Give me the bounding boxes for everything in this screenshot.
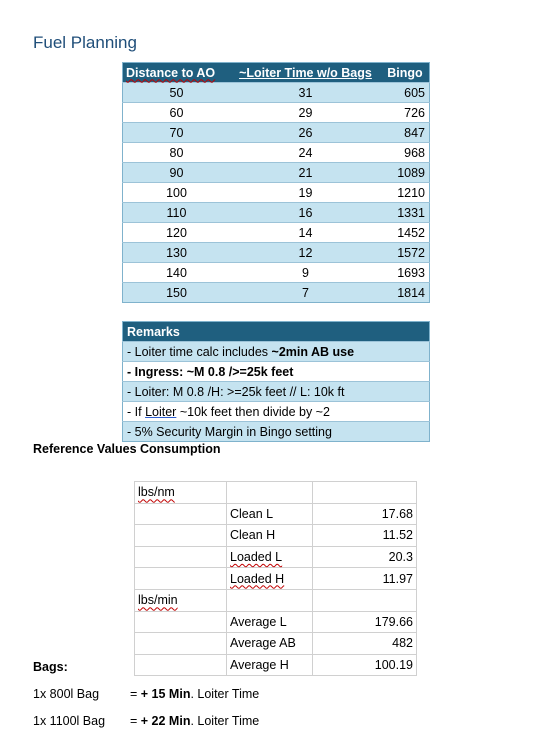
fuel-planning-table	[122, 62, 430, 303]
table-row	[123, 123, 430, 143]
list-item: - 5% Security Margin in Bingo setting	[123, 422, 430, 442]
table-cell: 26	[230, 123, 381, 143]
header-bingo: Bingo	[381, 63, 430, 83]
table-row: Average AB 482	[135, 633, 417, 655]
bag-row: 1x 800l Bag = + 15 Min. Loiter Time	[33, 687, 260, 701]
table-cell: 120	[123, 223, 231, 243]
list-item: - Ingress: ~M 0.8 />=25k feet	[123, 362, 430, 382]
list-item: - Loiter: M 0.8 /H: >=25k feet // L: 10k ft	[123, 382, 430, 402]
table-cell: 29	[230, 103, 381, 123]
table-cell: 60	[123, 103, 231, 123]
table-cell: 605	[381, 83, 430, 103]
table-row	[135, 589, 417, 611]
table-cell: 90	[123, 163, 231, 183]
bags-title: Bags:	[33, 660, 68, 674]
table-cell: 7	[230, 283, 381, 303]
table-row	[123, 243, 430, 263]
page-title: Fuel Planning	[33, 33, 137, 52]
table-row	[123, 263, 430, 283]
table-row	[123, 83, 430, 103]
loiter-word: Loiter	[145, 404, 177, 419]
table-cell: 110	[123, 203, 231, 223]
table-row	[123, 183, 430, 203]
table-cell: 1693	[381, 263, 430, 283]
header-loiter: ~Loiter Time w/o Bags	[230, 63, 381, 83]
remarks-header: Remarks	[123, 322, 430, 342]
table-cell: 31	[230, 83, 381, 103]
table-row: Clean H 11.52	[135, 525, 417, 547]
table-row	[123, 143, 430, 163]
table-cell: 1331	[381, 203, 430, 223]
table-cell: 50	[123, 83, 231, 103]
table-row: Loaded H 11.97	[135, 568, 417, 590]
table-header-row	[123, 63, 430, 83]
table-cell: 1210	[381, 183, 430, 203]
reference-values-table	[134, 481, 417, 676]
table-cell: 9	[230, 263, 381, 283]
unit-lbs-min: lbs/min	[138, 593, 178, 608]
list-item: - Loiter time calc includes ~2min AB use	[123, 342, 430, 362]
table-row	[135, 482, 417, 504]
table-cell: 24	[230, 143, 381, 163]
table-cell: 1452	[381, 223, 430, 243]
table-cell: 150	[123, 283, 231, 303]
table-cell: 1814	[381, 283, 430, 303]
table-cell: 968	[381, 143, 430, 163]
table-cell: 21	[230, 163, 381, 183]
table-cell: 12	[230, 243, 381, 263]
remarks-table	[122, 321, 430, 442]
table-cell: 80	[123, 143, 231, 163]
table-row: Clean L 17.68	[135, 503, 417, 525]
table-row: Loaded L 20.3	[135, 546, 417, 568]
reference-title: Reference Values Consumption	[33, 442, 221, 456]
table-cell: 70	[123, 123, 231, 143]
table-cell: 16	[230, 203, 381, 223]
bag-row: 1x 1100l Bag = + 22 Min. Loiter Time	[33, 714, 260, 728]
table-cell: 140	[123, 263, 231, 283]
table-row	[123, 103, 430, 123]
table-cell: 1089	[381, 163, 430, 183]
table-cell: 726	[381, 103, 430, 123]
list-item: - If Loiter ~10k feet then divide by ~2	[123, 402, 430, 422]
table-row: Average L 179.66	[135, 611, 417, 633]
table-cell: 14	[230, 223, 381, 243]
table-row	[123, 163, 430, 183]
table-row: Average H 100.19	[135, 654, 417, 676]
table-cell: 130	[123, 243, 231, 263]
table-row	[123, 283, 430, 303]
table-cell: 19	[230, 183, 381, 203]
table-row	[123, 223, 430, 243]
table-cell: 1572	[381, 243, 430, 263]
unit-lbs-nm: lbs/nm	[138, 485, 175, 500]
table-cell: 847	[381, 123, 430, 143]
table-row	[123, 203, 430, 223]
table-cell: 100	[123, 183, 231, 203]
header-distance: Distance to AO	[123, 63, 231, 83]
